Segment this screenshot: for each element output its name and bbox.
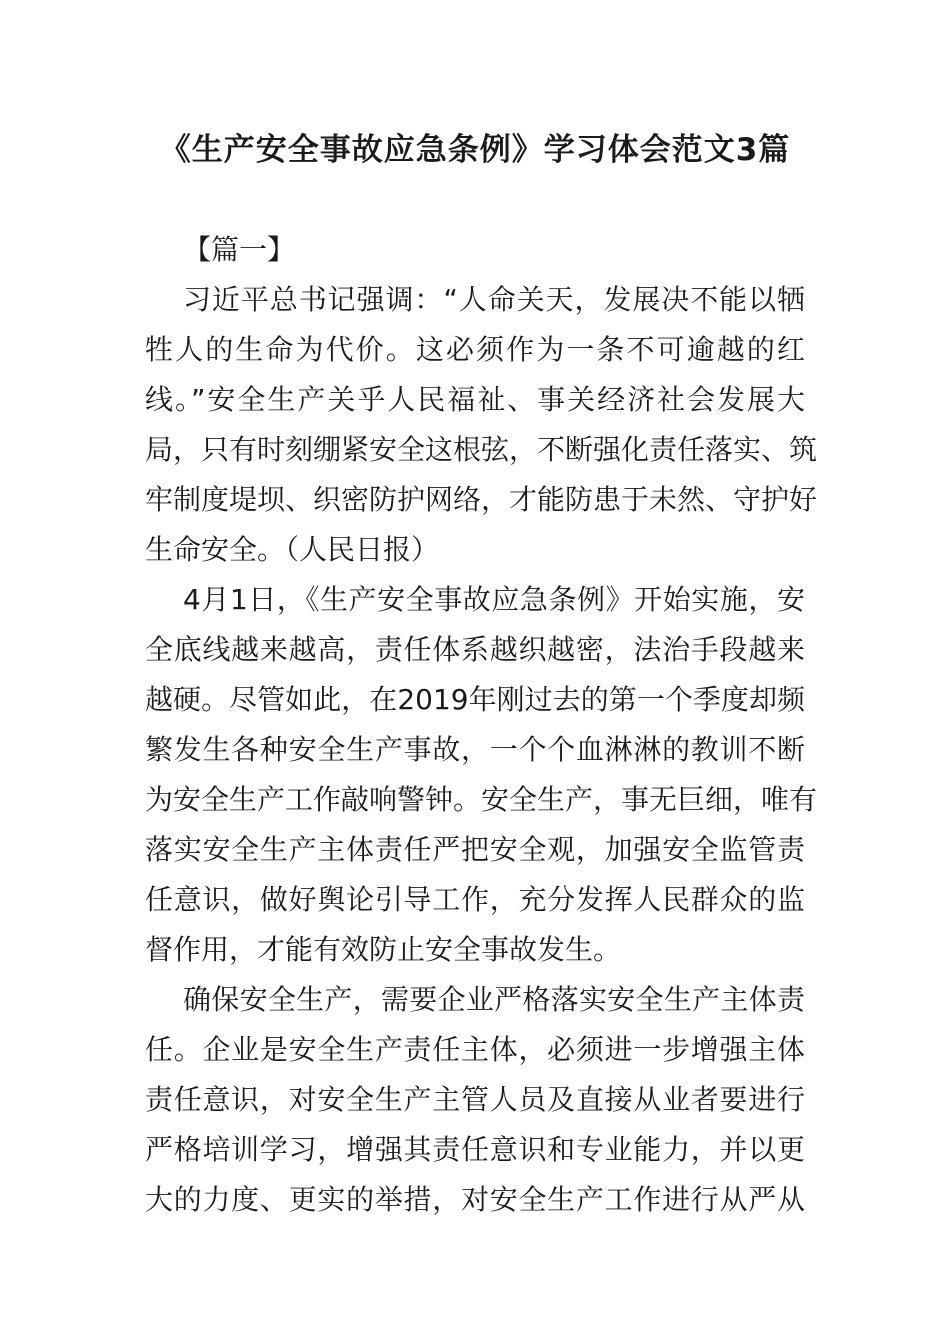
paragraph-2-line-5: 为安全生产工作敲响警钟。安全生产，事无巨细，唯有: [145, 783, 818, 816]
paragraph-1-line-4: 局，只有时刻绷紧安全这根弦，不断强化责任落实、筑: [145, 433, 818, 466]
paragraph-2-line-4: 繁发生各种安全生产事故，一个个血淋淋的教训不断: [145, 733, 805, 766]
paragraph-3-line-2: 任。企业是安全生产责任主体，必须进一步增强主体: [145, 1033, 805, 1066]
paragraph-2-line-1: 4月1日，《生产安全事故应急条例》开始实施，安: [183, 583, 805, 616]
document-title: 《生产安全事故应急条例》学习体会范文3篇: [159, 132, 791, 168]
section-heading: 【篇一】: [183, 233, 296, 266]
paragraph-3-line-3: 责任意识，对安全生产主管人员及直接从业者要进行: [145, 1083, 805, 1116]
paragraph-1-line-2: 牲人的生命为代价。这必须作为一条不可逾越的红: [145, 333, 805, 366]
paragraph-1-line-1: 习近平总书记强调：“人命关天，发展决不能以牺: [183, 283, 805, 316]
paragraph-1-line-6: 生命安全。（人民日报）: [145, 533, 440, 566]
paragraph-3-line-4: 严格培训学习，增强其责任意识和专业能力，并以更: [145, 1133, 805, 1166]
paragraph-1-line-5: 牢制度堤坝、织密防护网络，才能防患于未然、守护好: [145, 483, 818, 516]
paragraph-2-line-3: 越硬。尽管如此，在2019年刚过去的第一个季度却频: [145, 683, 805, 716]
paragraph-1-line-3: 线。”安全生产关乎人民福祉、事关经济社会发展大: [145, 383, 805, 416]
paragraph-2-line-6: 落实安全生产主体责任严把安全观，加强安全监管责: [145, 833, 805, 866]
paragraph-2-line-7: 任意识，做好舆论引导工作，充分发挥人民群众的监: [145, 883, 805, 916]
paragraph-3-line-5: 大的力度、更实的举措，对安全生产工作进行从严从: [145, 1183, 805, 1216]
paragraph-2-line-8: 督作用，才能有效防止安全事故发生。: [145, 933, 622, 966]
paragraph-2-line-2: 全底线越来越高，责任体系越织越密，法治手段越来: [145, 633, 805, 666]
paragraph-3-line-1: 确保安全生产，需要企业严格落实安全生产主体责: [183, 983, 805, 1016]
